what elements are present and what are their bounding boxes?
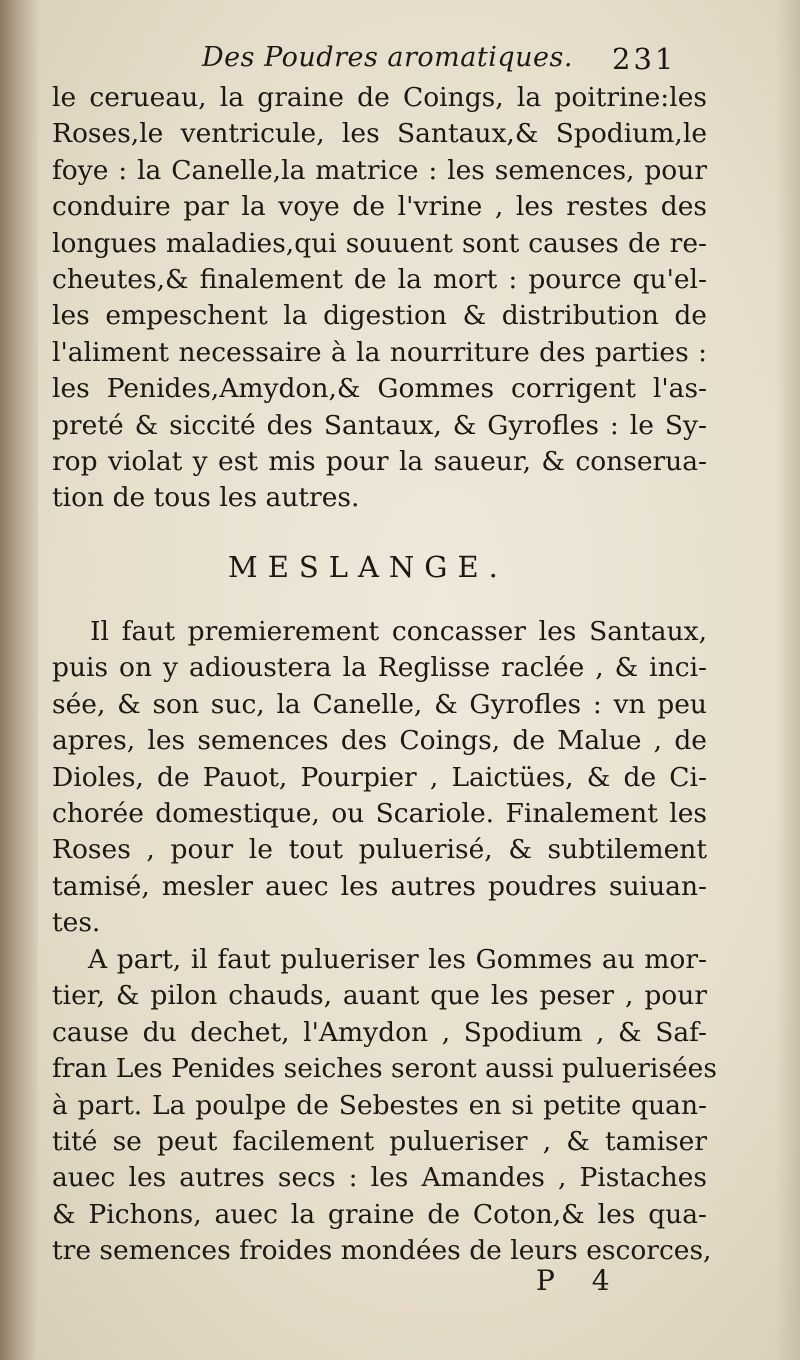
text-line: fran Les Penides seiches seront aussi puluerisées bbox=[52, 1053, 717, 1085]
signature-mark: P 4 bbox=[536, 1264, 624, 1297]
text-line: tité se peut facilement pulueriser , & tamiser bbox=[52, 1125, 707, 1157]
text-line: A part, il faut pulueriser les Gommes au mor- bbox=[88, 944, 707, 975]
text-line: tier, & pilon chauds, auant que les peser , pour bbox=[52, 980, 707, 1012]
paragraph-2 bbox=[52, 614, 707, 942]
text-line: auec les autres secs : les Amandes , Pistaches bbox=[52, 1162, 707, 1194]
text-line: foye : la Canelle,la matrice : les semences, pour bbox=[52, 154, 707, 186]
binding-gutter bbox=[0, 0, 38, 1360]
text-line: les empeschent la digestion & distribution de bbox=[52, 300, 707, 332]
text-line: le cerueau, la graine de Coings, la poitrine:les bbox=[52, 82, 707, 113]
text-line: conduire par la voye de l'vrine , les restes des bbox=[52, 191, 707, 223]
text-line: tamisé, mesler auec les autres poudres suiuan- bbox=[52, 870, 707, 902]
text-line: sée, & son suc, la Canelle, & Gyrofles : vn peu bbox=[52, 688, 707, 720]
text-line: cheutes,& finalement de la mort : pource qu'el- bbox=[52, 263, 707, 295]
text-line: tre semences froides mondées de leurs escorces, bbox=[52, 1235, 712, 1267]
text-line: tion de tous les autres. bbox=[52, 482, 360, 514]
text-line: puis on y adioustera la Reglisse raclée , & inci- bbox=[52, 652, 707, 684]
text-line: les Penides,Amydon,& Gommes corrigent l'as- bbox=[52, 373, 707, 405]
page-header bbox=[52, 38, 724, 84]
text-line: Roses,le ventricule, les Santaux,& Spodium,le bbox=[52, 118, 707, 150]
section-heading: MESLANGE. bbox=[228, 550, 508, 584]
text-line: Dioles, de Pauot, Pourpier , Laictües, & de Ci- bbox=[52, 761, 707, 793]
text-line: Roses , pour le tout puluerisé, & subtilement bbox=[52, 834, 707, 866]
text-line: preté & siccité des Santaux, & Gyrofles : le Sy- bbox=[52, 409, 707, 441]
text-line: l'aliment necessaire à la nourriture des parties : bbox=[52, 336, 707, 368]
text-line: chorée domestique, ou Scariole. Finalement les bbox=[52, 797, 707, 829]
text-line: tes. bbox=[52, 907, 101, 939]
paragraph-3 bbox=[52, 942, 717, 1270]
text-line: longues maladies,qui souuent sont causes de re- bbox=[52, 227, 707, 259]
page-number: 231 bbox=[612, 42, 677, 76]
text-line: & Pichons, auec la graine de Coton,& les qua- bbox=[52, 1198, 707, 1230]
text-line: Il faut premierement concasser les Santaux, bbox=[90, 616, 707, 647]
text-line: apres, les semences des Coings, de Malue , de bbox=[52, 725, 707, 757]
page-edge-shadow bbox=[776, 0, 800, 1360]
paragraph-1 bbox=[52, 80, 707, 517]
text-line: rop violat y est mis pour la saueur, & conserua- bbox=[52, 445, 707, 477]
text-line: à part. La poulpe de Sebestes en si petite quan- bbox=[52, 1089, 707, 1121]
text-line: cause du dechet, l'Amydon , Spodium , & Saf- bbox=[52, 1016, 707, 1048]
running-title: Des Poudres aromatiques. bbox=[202, 42, 573, 73]
